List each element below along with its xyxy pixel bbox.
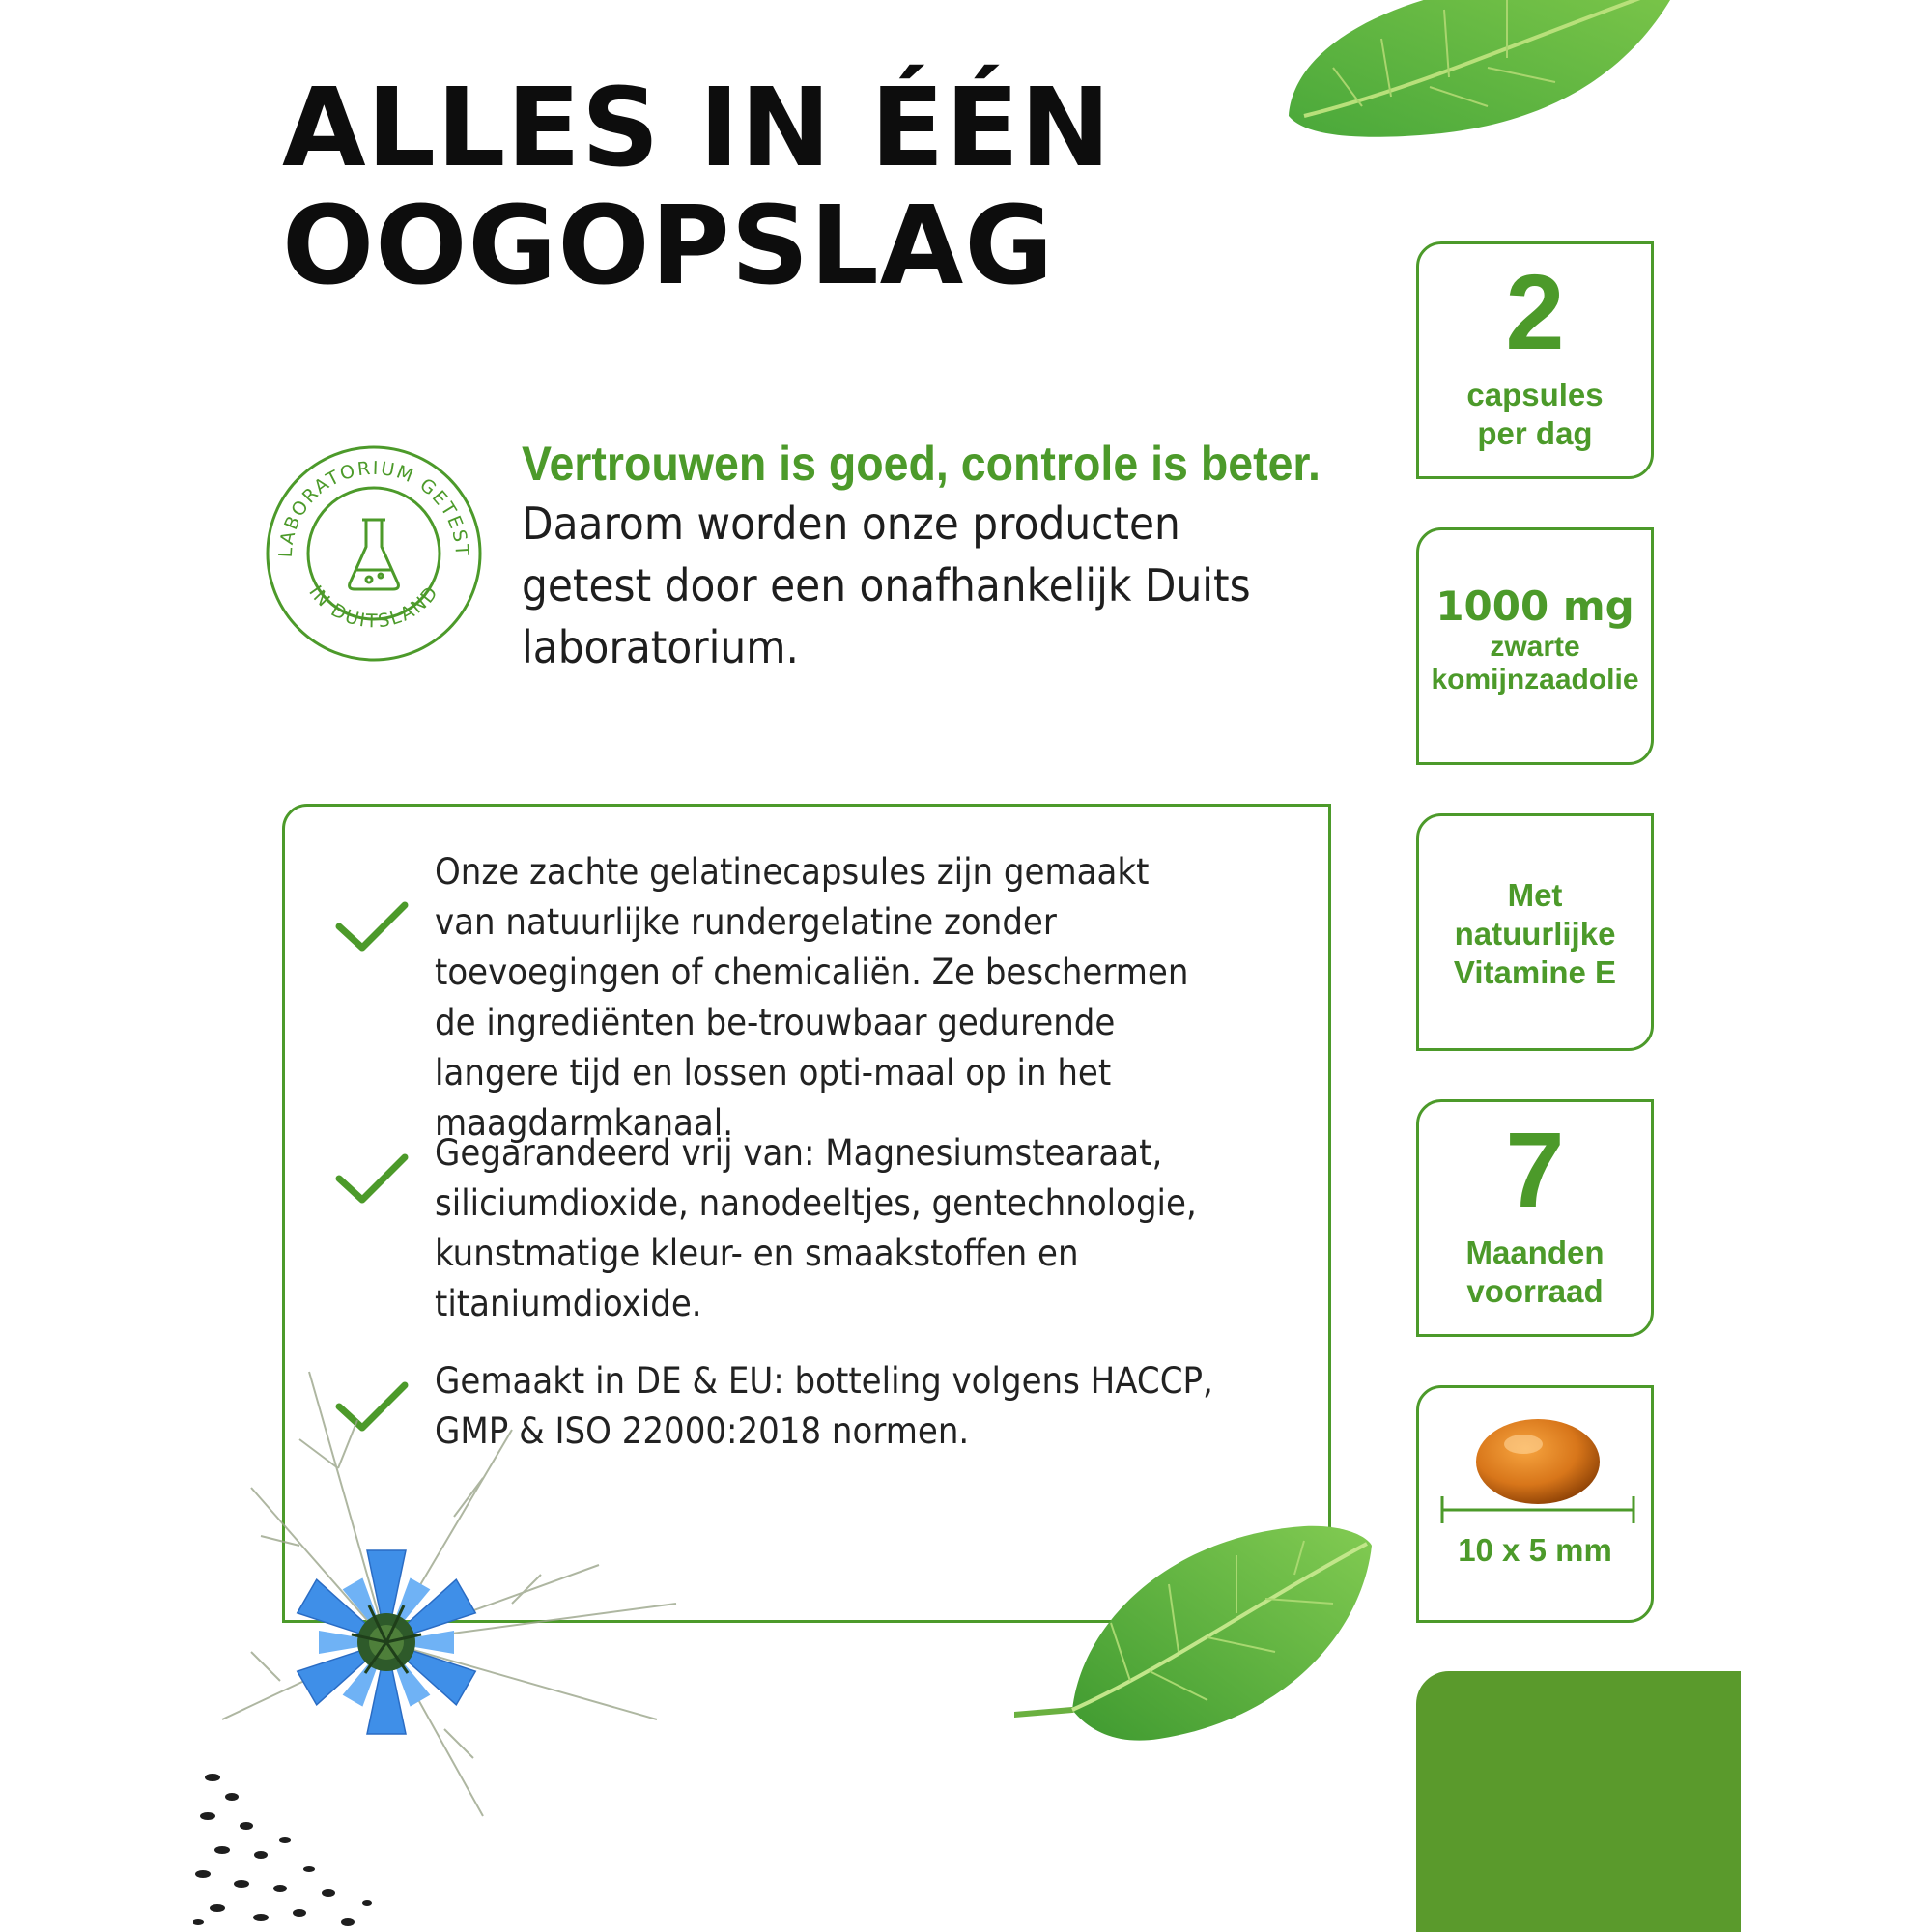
page-title: [282, 66, 1112, 309]
capsule-icon: [1419, 1388, 1657, 1533]
flask-icon: [350, 520, 399, 589]
trust-headline: Vertrouwen is goed, controle is beter.: [522, 437, 1321, 491]
lab-tested-seal: [263, 442, 485, 665]
stat-value: 2: [1505, 253, 1565, 372]
stat-card-supply: [1416, 1099, 1654, 1337]
trust-body: Daarom worden onze producten getest door een onafhankelijk Duits laboratorium.: [522, 497, 1251, 673]
title-line-1: ALLES IN ÉÉN: [282, 66, 1112, 191]
stat-label-line2: voorraad: [1466, 1273, 1604, 1309]
leaf-bottom-decoration: [1014, 1517, 1381, 1758]
seal-ring-text-top: LABORATORIUM GETEST: [274, 457, 473, 558]
stat-label-line3: Vitamine E: [1453, 954, 1617, 990]
feature-text: Gemaakt in DE & EU: botteling volgens HACCP, GMP & ISO 22000:2018 normen.: [435, 1360, 1213, 1452]
nigella-flower-illustration: [193, 1314, 734, 1932]
green-corner-block: [1416, 1671, 1741, 1932]
stat-label-line1: Maanden: [1465, 1235, 1605, 1270]
feature-text: Onze zachte gelatinecapsules zijn gemaakt van natuurlijke rundergelatine zonder toevoegingen of chemicaliën. Ze beschermen de ingrediënten be-trouwbaar gedurende langere tijd en lossen opti-maal op in het maagdarmkanaal.: [435, 851, 1189, 1144]
stat-card-vitamin-e: [1416, 813, 1654, 1051]
seal-ring-text-bottom: IN DUITSLAND: [304, 581, 443, 633]
title-line-2: OOGOPSLAG: [282, 184, 1055, 309]
stat-value: 7: [1505, 1111, 1565, 1230]
stat-label-line2: per dag: [1477, 415, 1593, 451]
stat-card-capsules: [1416, 242, 1654, 479]
stat-label-line1: Met: [1507, 877, 1563, 913]
check-icon: [333, 895, 411, 957]
stat-label-line2: komijnzaadolie: [1431, 664, 1639, 696]
feature-text: Gegarandeerd vrij van: Magnesiumstearaat, siliciumdioxide, nanodeeltjes, gentechnologie, kunstmatige kleur- en smaakstoffen en titaniumdioxide.: [435, 1132, 1197, 1324]
stat-card-size: [1416, 1385, 1654, 1623]
leaf-top-decoration: [1275, 0, 1681, 155]
stat-label-line1: zwarte: [1490, 631, 1580, 663]
stat-label-line2: natuurlijke: [1454, 916, 1616, 952]
trust-section: [522, 435, 1372, 678]
check-icon: [333, 1148, 411, 1209]
stat-value: 1000 mg: [1435, 582, 1634, 630]
stat-card-dosage: [1416, 527, 1654, 765]
stat-label-line1: 10 x 5 mm: [1458, 1532, 1612, 1568]
stat-label-line1: capsules: [1466, 377, 1604, 412]
